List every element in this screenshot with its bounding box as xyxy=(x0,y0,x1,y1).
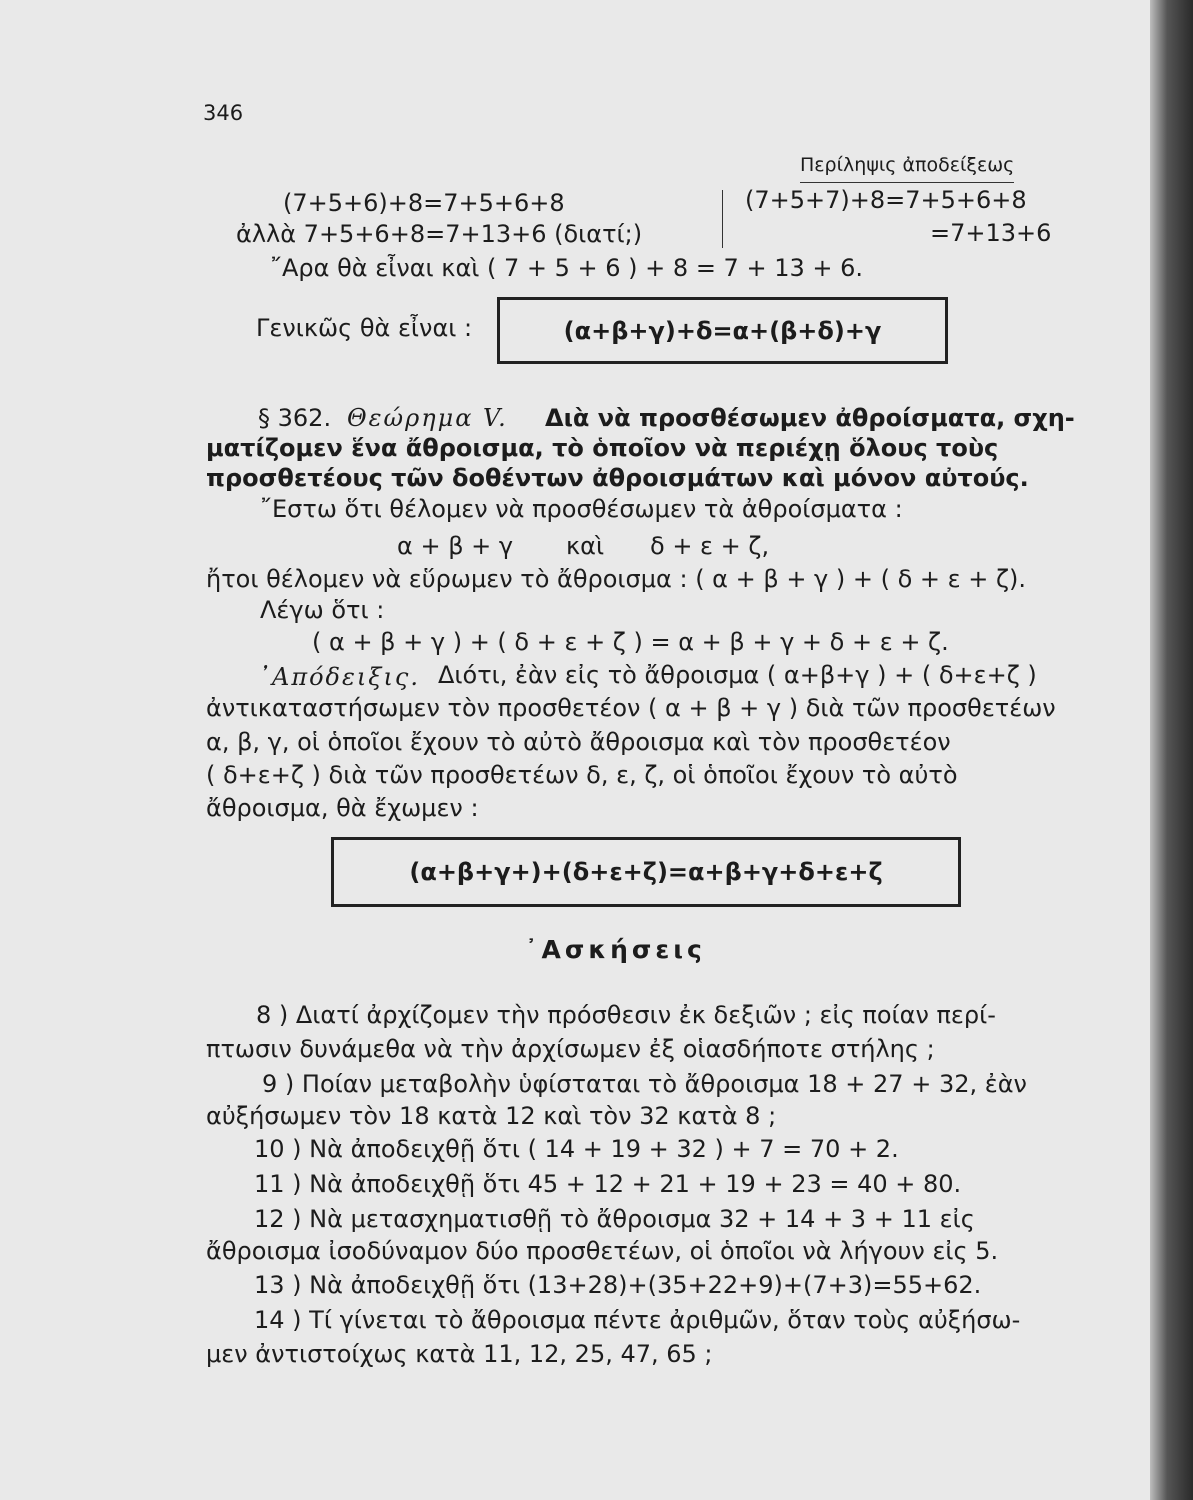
expression: δ + ε + ζ, xyxy=(650,532,770,560)
text-line: Λέγω ὅτι : xyxy=(260,596,385,624)
text-line: ἤτοι θέλομεν νὰ εὕρωμεν τὸ ἄθροισμα : ( α + β + γ ) + ( δ + ε + ζ). xyxy=(206,565,1027,593)
text-line: Γενικῶς θὰ εἶναι : xyxy=(256,314,473,342)
text-line: ῎Εστω ὅτι θέλομεν νὰ προσθέσωμεν τὰ ἀθροίσματα : xyxy=(260,495,903,523)
page-edge xyxy=(1150,0,1193,1500)
page-number: 346 xyxy=(203,101,244,125)
text-line: α, β, γ, οἱ ὁποῖοι ἔχουν τὸ αὐτὸ ἄθροισμα καὶ τὸν προσθετέον xyxy=(206,728,951,756)
section-number: § 362. xyxy=(258,404,332,432)
margin-note: Περίληψις ἀποδείξεως xyxy=(800,150,1014,183)
boxed-formula: (α+β+γ)+δ=α+(β+δ)+γ xyxy=(497,297,948,364)
equation-line: (7+5+7)+8=7+5+6+8 xyxy=(745,186,1027,214)
exercise-line: 12 ) Νὰ μετασχηματισθῇ τὸ ἄθροισμα 32 + 14 + 3 + 11 εἰς xyxy=(254,1205,975,1233)
text-line: ἄθροισμα, θὰ ἔχωμεν : xyxy=(206,794,479,822)
text-line: Διότι, ἐὰν εἰς τὸ ἄθροισμα ( α+β+γ ) + ( δ+ε+ζ ) xyxy=(438,661,1037,689)
text-line: ( δ+ε+ζ ) διὰ τῶν προσθετέων δ, ε, ζ, οἱ ὁποῖοι ἔχουν τὸ αὐτὸ xyxy=(206,761,958,789)
exercise-line: πτωσιν δυνάμεθα νὰ τὴν ἀρχίσωμεν ἐξ οἱασδήποτε στήλης ; xyxy=(206,1035,935,1063)
exercise-line: 9 ) Ποίαν μεταβολὴν ὑφίσταται τὸ ἄθροισμα 18 + 27 + 32, ἐὰν xyxy=(262,1070,1027,1098)
expression: ( α + β + γ ) + ( δ + ε + ζ ) = α + β + γ + δ + ε + ζ. xyxy=(312,628,949,656)
exercise-line: 13 ) Νὰ ἀποδειχθῇ ὅτι (13+28)+(35+22+9)+(7+3)=55+62. xyxy=(254,1271,982,1299)
exercise-line: αὐξήσωμεν τὸν 18 κατὰ 12 καὶ τὸν 32 κατὰ 8 ; xyxy=(206,1102,777,1130)
text-line: ἀντικαταστήσωμεν τὸν προσθετέον ( α + β + γ ) διὰ τῶν προσθετέων xyxy=(206,694,1056,722)
theorem-text: προσθετέους τῶν δοθέντων ἀθροισμάτων καὶ μόνον αὐτούς. xyxy=(206,464,1029,492)
proof-label: ᾿Απόδειξις. xyxy=(258,663,420,691)
exercise-line: μεν ἀντιστοίχως κατὰ 11, 12, 25, 47, 65 ; xyxy=(206,1340,713,1368)
text-line: ῎Αρα θὰ εἶναι καὶ ( 7 + 5 + 6 ) + 8 = 7 + 13 + 6. xyxy=(270,254,863,282)
boxed-formula: (α+β+γ+)+(δ+ε+ζ)=α+β+γ+δ+ε+ζ xyxy=(331,837,961,907)
equation-line: =7+13+6 xyxy=(930,219,1052,247)
exercise-line: ἄθροισμα ἰσοδύναμον δύο προσθετέων, οἱ ὁποῖοι νὰ λήγουν εἰς 5. xyxy=(206,1237,999,1265)
exercise-line: 8 ) Διατί ἀρχίζομεν τὴν πρόσθεσιν ἐκ δεξιῶν ; εἰς ποίαν περί- xyxy=(256,1001,996,1029)
exercise-line: 14 ) Τί γίνεται τὸ ἄθροισμα πέντε ἀριθμῶν, ὅταν τοὺς αὐξήσω- xyxy=(254,1306,1021,1334)
theorem-text: Διὰ νὰ προσθέσωμεν ἀθροίσματα, σχη- xyxy=(545,404,1075,432)
equation-line: ἀλλὰ 7+5+6+8=7+13+6 (διατί;) xyxy=(236,220,643,248)
equation-line: (7+5+6)+8=7+5+6+8 xyxy=(283,189,565,217)
text-line: καὶ xyxy=(566,532,605,560)
theorem-label: Θεώρημα V. xyxy=(347,404,508,432)
expression: α + β + γ xyxy=(397,532,514,560)
exercise-line: 10 ) Νὰ ἀποδειχθῇ ὅτι ( 14 + 19 + 32 ) + 7 = 70 + 2. xyxy=(254,1135,899,1163)
theorem-text: ματίζομεν ἕνα ἄθροισμα, τὸ ὁποῖον νὰ περιέχῃ ὅλους τοὺς xyxy=(206,434,999,462)
column-divider xyxy=(722,190,723,248)
exercise-line: 11 ) Νὰ ἀποδειχθῇ ὅτι 45 + 12 + 21 + 19 + 23 = 40 + 80. xyxy=(254,1170,962,1198)
exercises-heading: ᾿Ασκήσεις xyxy=(525,935,706,964)
